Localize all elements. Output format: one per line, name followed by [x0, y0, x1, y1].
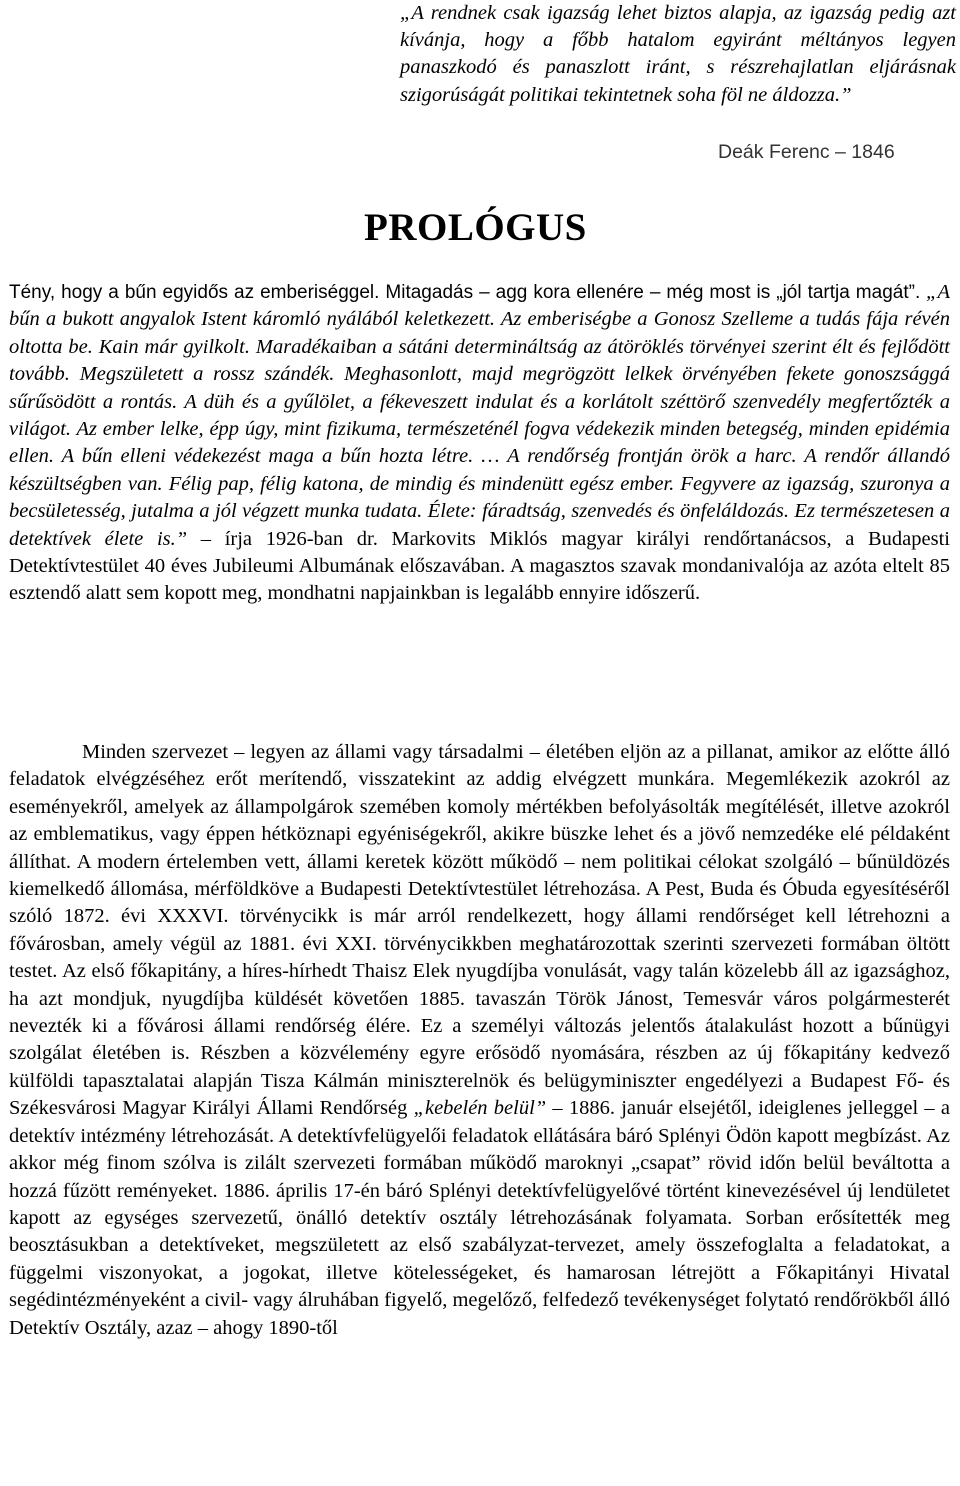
motto-author: Deák Ferenc – 1846 — [718, 141, 895, 163]
prologue-quote: „A bűn a bukott angyalok Istent káromló nyálából keletkezett. Az emberiségbe a Gonosz Szelleme a tudás fája révén oltotta be. Kain már gyilkolt. Maradékaiban a sátáni determináltság az átöröklés törvényei szerint élt és fejlődött tovább. Megszületett a rossz szándék. Meghasonlott, majd megrögzött lelkek örvényében fekete gonoszsággá sűrűsödött a rontás. A düh és a gyűlölet, a fékeveszett indulat és a korlátolt széttörő szenvedély megfertőzték a világot. Az ember lelke, épp úgy, mint fizikuma, természeténél fogva védekezik minden betegség, minden epidémia ellen. A bűn elleni védekezést maga a bűn hozta létre. … A rendőrség frontján örök a harc. A rendőr állandó készültségben van. Félig pap, félig katona, de mindig és mindenütt egész ember. Fegyvere az igazság, szuronya a becsületesség, jutalma a jól végzett munka tudata. Élete: fáradtság, szenvedés és önfeláldozás. Ez természetesen a detektívek élete is.” — [9, 281, 950, 550]
prologue-paragraph — [9, 279, 950, 608]
prologue-opening: Tény, hogy a bűn egyidős az emberiséggel. Mitagadás – agg kora ellenére – még most is „jól tartja magát”. — [9, 282, 921, 303]
history-italic-phrase: „kebelén belül” — [413, 1097, 547, 1120]
history-paragraph — [9, 739, 950, 1342]
prologue-attribution: – írja 1926-ban dr. Markovits Miklós magyar királyi rendőrtanácsos, a Budapesti Detektívtestület 40 éves Jubileumi Albumának előszavában. A magasztos szavak mondanivalója az azóta eltelt 85 esztendő alatt sem kopott meg, mondhatni napjainkban is legalább ennyire időszerű. — [9, 527, 950, 605]
page-title: PROLÓGUS — [364, 206, 587, 249]
history-text-part1: Minden szervezet – legyen az állami vagy társadalmi – életében eljön az a pillanat, amikor az előtte álló feladatok elvégzéséhez erőt merítendő, visszatekint az addig elvégzett munkára. Megemlékezik azokról az eseményekről, amelyek az állampolgárok szemében komoly mértékben befolyásolták megítélését, illetve azokról az emblematikus, vagy éppen hétköznapi egyéniségekről, akikre büszke lehet és a jövő nemzedéke elé példaként állíthat. A modern értelemben vett, állami keretek között működő – nem politikai célokat szolgáló – bűnüldözés kiemelkedő állomása, mérföldköve a Budapesti Detektívtestület létrehozása. A Pest, Buda és Óbuda egyesítéséről szóló 1872. évi XXXVI. törvénycikk is már arról rendelkezett, hogy állami rendőrséget kell létrehozni a fővárosban, amely végül az 1881. évi XXI. törvénycikkben meghatározottak szerinti szervezeti formában öltött testet. Az első főkapitány, a híres-hírhedt Thaisz Elek nyugdíjba vonulását, vagy talán közelebb áll az igazsághoz, ha azt mondjuk, nyugdíjba küldését követően 1885. tavaszán Török Jánost, Temesvár város polgármesterét nevezték ki a fővárosi állami rendőrség élére. Ez a személyi változás jelentős átalakulást hozott a bűnügyi szolgálat életében is. Részben a közvélemény egyre erősödő nyomására, részben az új főkapitány kedvező külföldi tapasztalatai alapján Tisza Kálmán miniszterelnök és belügyminiszter engedélyezi a Budapest Fő- és Székesvárosi Magyar Királyi Állami Rendőrség — [9, 741, 950, 1120]
history-text-part2: – 1886. január elsejétől, ideiglenes jelleggel – a detektív intézmény létrehozását. A detektívfelügyelői feladatok ellátására báró Splényi Ödön kapott megbízást. Az akkor még finom szólva is zilált szervezeti formában működő maroknyi „csapat” rövid időn belül beváltotta a hozzá fűzött reményeket. 1886. április 17-én báró Splényi detektívfelügyelővé történt kinevezésével új lendületet kapott az egységes szervezetű, önálló detektív osztály létrehozásának folyamata. Sorban erősítették meg beosztásukban a detektíveket, megszületett az első szabályzat-tervezet, amely összefoglalta a feladatokat, a függelmi viszonyokat, a jogokat, illetve kötelességeket, és hamarosan létrejött a Főkapitányi Hivatal segédintézményeként a civil- vagy álruhában figyelő, megelőző, felfedező tevékenységet folytató rendőrökből álló Detektív Osztály, azaz – ahogy 1890-től — [9, 1097, 950, 1339]
motto-quote: „A rendnek csak igazság lehet biztos alapja, az igazság pedig azt kívánja, hogy a főbb hatalom egyiránt méltányos legyen panaszkodó és panaszlott iránt, s részrehajlatlan eljárásnak szigorúságát politikai tekintetnek soha föl ne áldozza.” — [400, 2, 956, 106]
